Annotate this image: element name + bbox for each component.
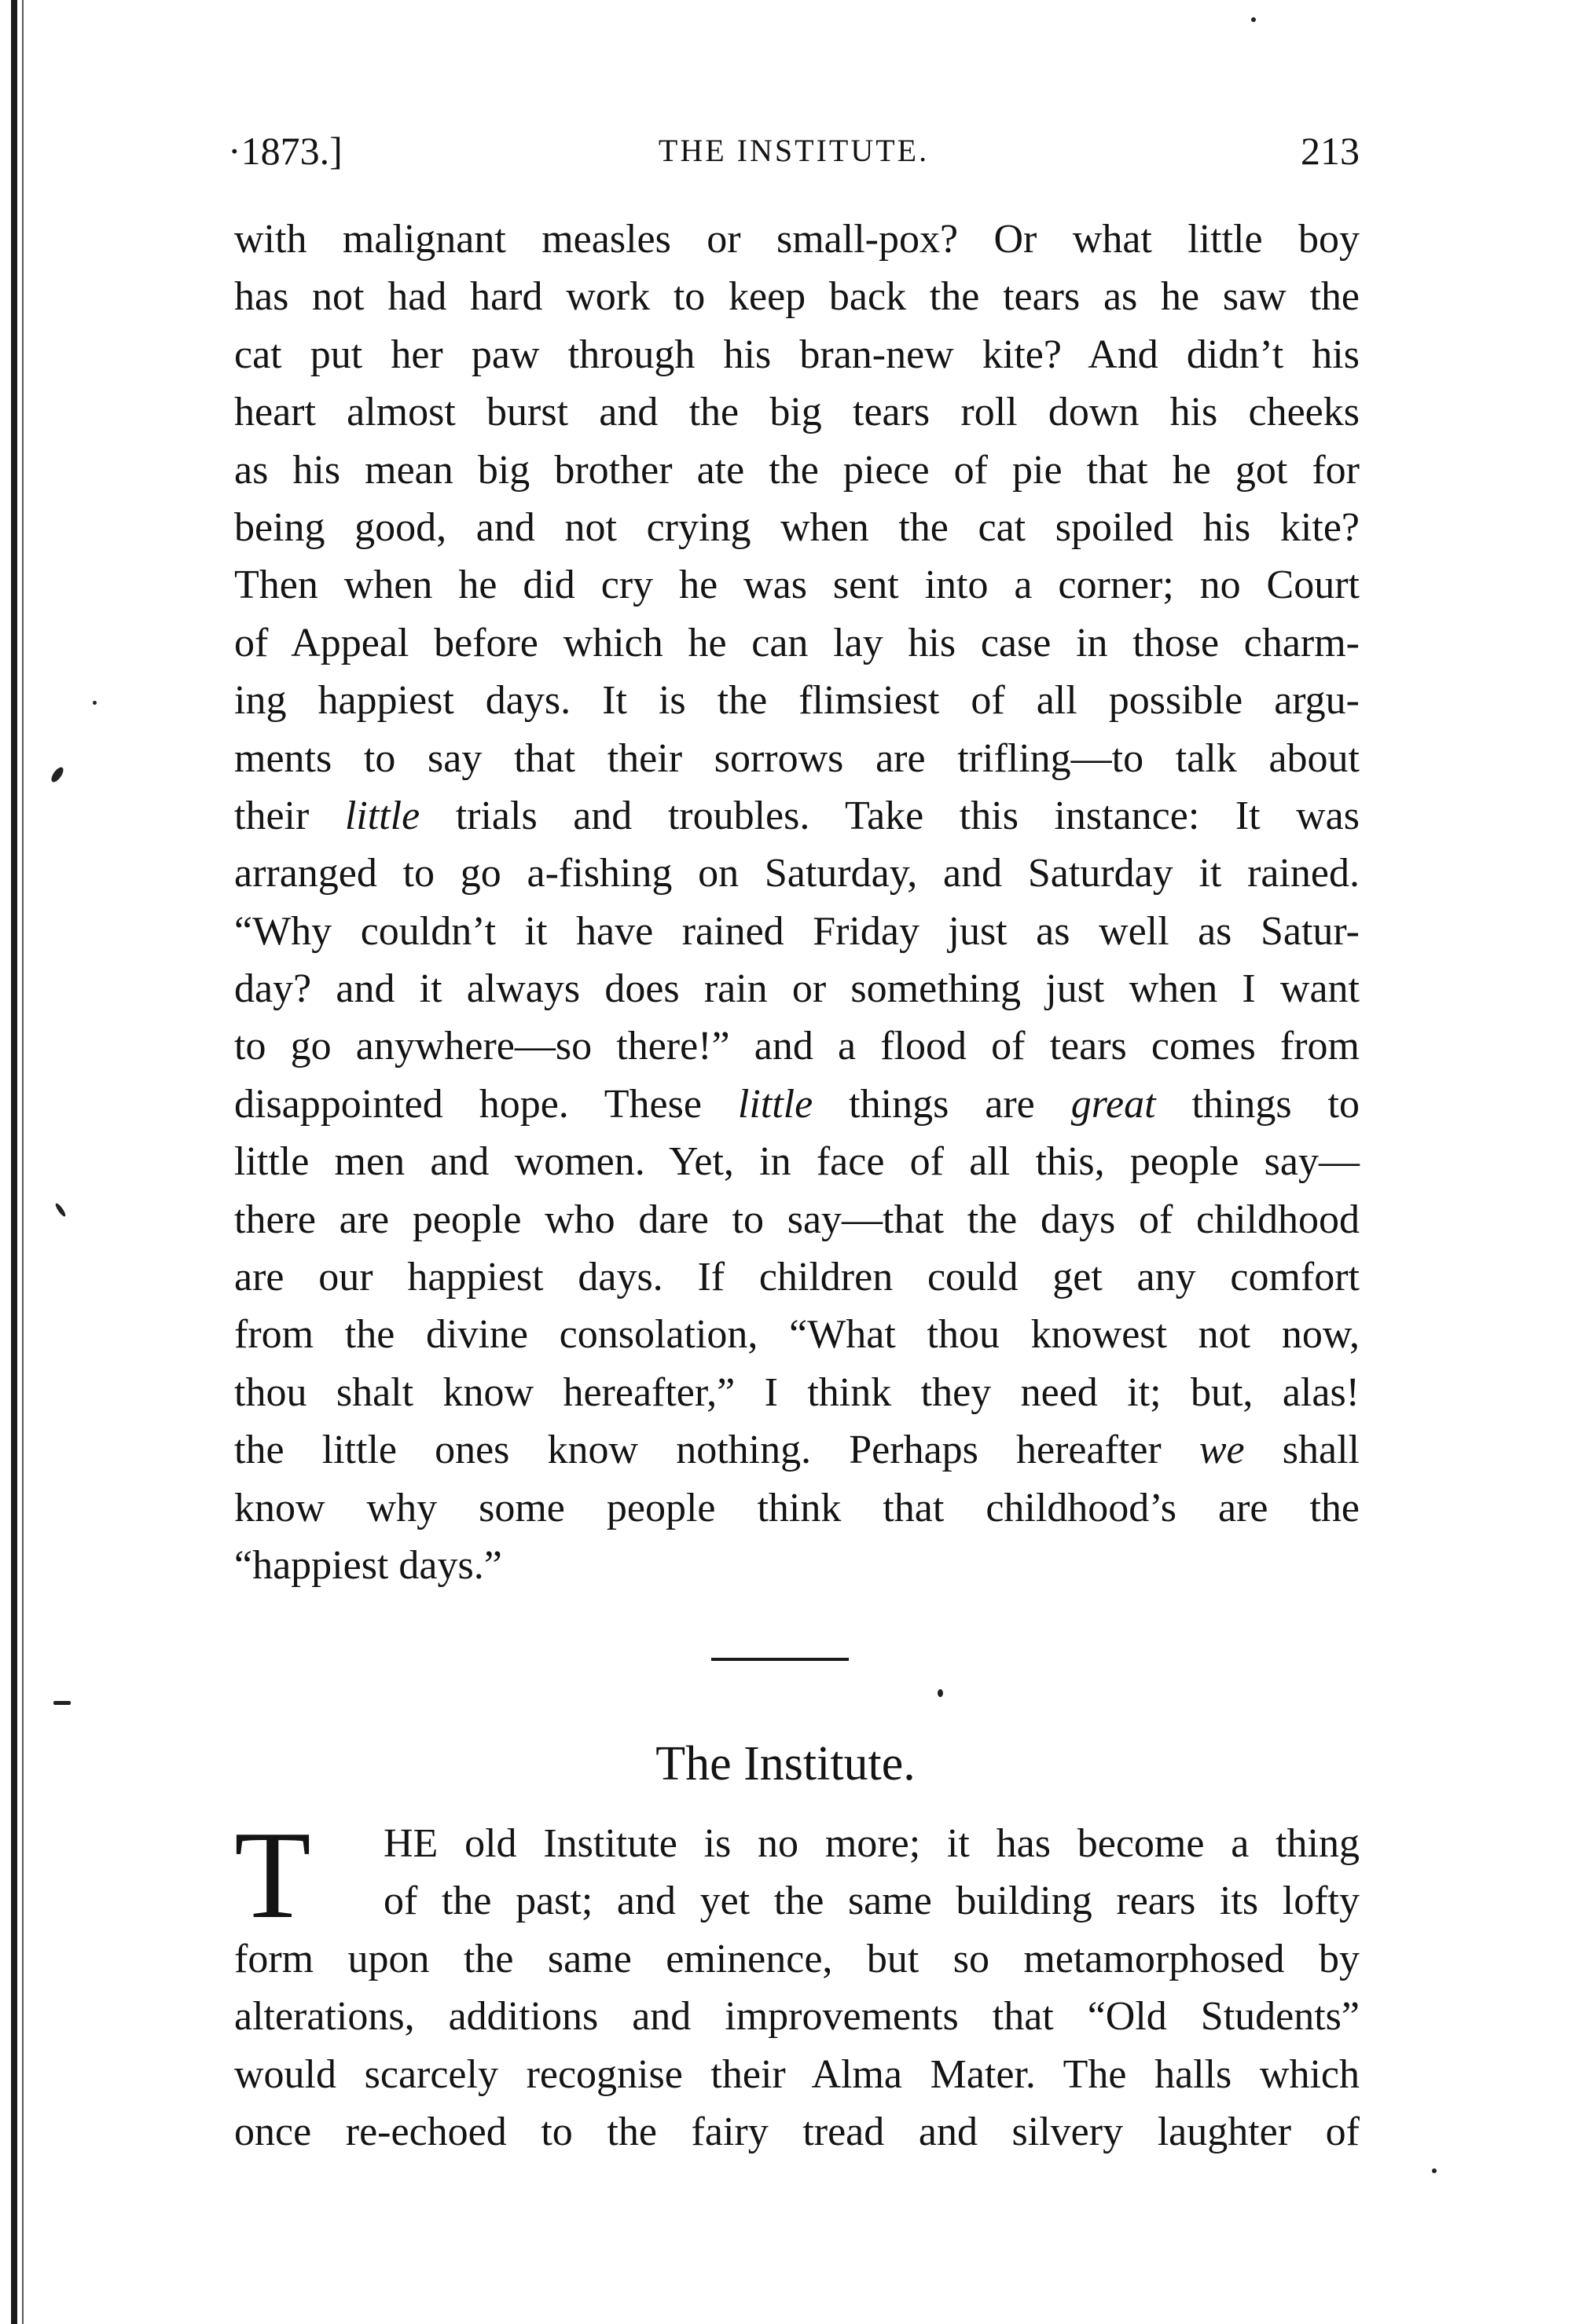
text-line: being good, and not crying when the cat spoiled his kite?: [234, 504, 1360, 550]
text-line: of Appeal before which he can lay his case in those charm-: [234, 620, 1360, 665]
running-head-year: ·1873.]: [228, 129, 343, 173]
page-number: 213: [1301, 129, 1360, 173]
scan-speck: [1432, 2168, 1437, 2173]
text-segment: disappointed hope. These: [234, 1081, 738, 1127]
drop-cap: T: [234, 1805, 311, 1945]
text-line: ing happiest days. It is the flimsiest of all possible argu-: [234, 678, 1360, 724]
text-line: cat put her paw through his bran-new kite? And didn’t his: [234, 332, 1360, 377]
text-line: [234, 1421, 1360, 1479]
text-line: from the divine consolation, “What thou knowest not now,: [234, 1312, 1360, 1358]
text-line: “happiest days.”: [234, 1542, 502, 1588]
text-segment: trials and troubles. Take this instance: It was: [420, 793, 1360, 838]
text-segment: things are: [813, 1081, 1071, 1127]
text-line: are our happiest days. If children could get any comfort: [234, 1255, 1360, 1300]
text-line: there are people who dare to say—that the days of childhood: [234, 1197, 1360, 1242]
text-line: HE old Institute is no more; it has become a thing: [384, 1821, 1360, 1866]
text-line: of the past; and yet the same building rears its lofty: [384, 1879, 1360, 1924]
text-line: thou shalt know hereafter,” I think they need it; but, alas!: [234, 1369, 1360, 1415]
text-line: Then when he did cry he was sent into a corner; no Court: [234, 563, 1360, 608]
text-line: [234, 1076, 1360, 1133]
body-paragraph: [234, 211, 1360, 1594]
scan-speck: [938, 1689, 943, 1697]
text-segment: things to: [1155, 1081, 1360, 1127]
text-line: form upon the same eminence, but so metamorphosed by: [234, 1936, 1360, 1981]
scan-speck: [54, 1202, 67, 1218]
binding-edge: [11, 0, 17, 2324]
scan-speck: [1251, 17, 1256, 22]
italic-word: great: [1070, 1081, 1156, 1127]
text-line: once re-echoed to the fairy tread and silvery laughter of: [234, 2109, 1360, 2154]
text-line: [234, 787, 1360, 845]
text-line: know why some people think that childhood’s are the: [234, 1485, 1360, 1530]
text-line: would scarcely recognise their Alma Mater. The halls which: [234, 2051, 1360, 2097]
section-title: The Institute.: [655, 1737, 916, 1791]
text-line: little men and women. Yet, in face of all this, people say—: [234, 1139, 1360, 1185]
text-segment: shall: [1244, 1428, 1360, 1473]
running-head-title: THE INSTITUTE.: [658, 133, 930, 168]
scan-speck: [53, 1701, 71, 1705]
section-separator-rule: [711, 1658, 849, 1661]
scan-speck: [50, 765, 66, 784]
running-head: [228, 126, 1360, 176]
text-segment: the little ones know nothing. Perhaps hereafter: [234, 1428, 1199, 1473]
binding-edge-shadow: [22, 0, 24, 2324]
italic-word: we: [1198, 1428, 1245, 1473]
text-line: arranged to go a-fishing on Saturday, and Saturday it rained.: [234, 851, 1360, 896]
italic-word: little: [344, 793, 420, 838]
text-line: alterations, additions and improvements that “Old Students”: [234, 1994, 1360, 2040]
text-line: heart almost burst and the big tears roll down his cheeks: [234, 390, 1360, 435]
text-line: has not had hard work to keep back the tears as he saw the: [234, 274, 1360, 320]
text-segment: their: [234, 793, 345, 838]
text-line: to go anywhere—so there!” and a flood of tears comes from: [234, 1024, 1360, 1069]
text-line: as his mean big brother ate the piece of pie that he got for: [234, 447, 1360, 493]
section-paragraph: [234, 1805, 1360, 2161]
italic-word: little: [737, 1081, 813, 1127]
text-line: ments to say that their sorrows are trifling—to talk about: [234, 735, 1360, 781]
text-line: “Why couldn’t it have rained Friday just as well as Satur-: [234, 908, 1360, 954]
scan-speck: [93, 701, 97, 705]
text-line: with malignant measles or small-pox? Or what little boy: [234, 217, 1360, 262]
text-line: day? and it always does rain or something just when I want: [234, 966, 1360, 1012]
